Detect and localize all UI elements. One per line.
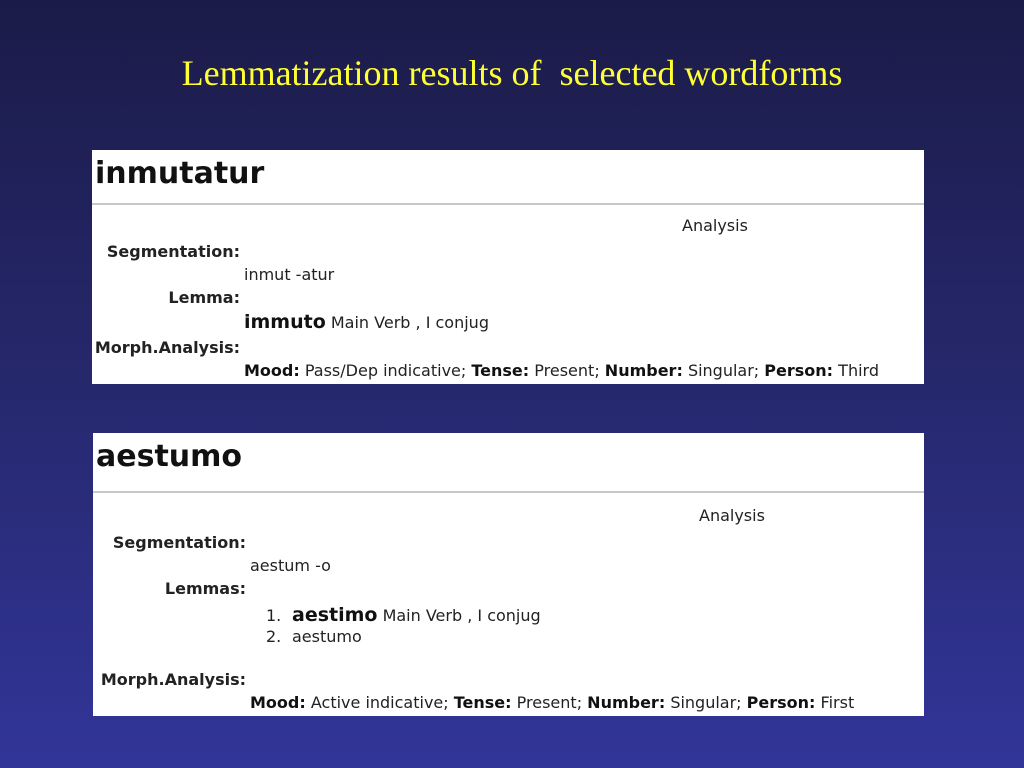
segmentation-value: aestum -o: [250, 556, 331, 575]
mood-value: Active indicative;: [310, 693, 449, 712]
morph-analysis-label: Morph.Analysis:: [100, 670, 246, 689]
wordform-heading: aestumo: [96, 439, 243, 474]
person-label: Person:: [764, 361, 834, 380]
mood-label: Mood:: [244, 361, 300, 380]
list-number: 2.: [266, 627, 282, 646]
divider: [93, 491, 924, 493]
mood-label: Mood:: [250, 693, 306, 712]
list-number: 1.: [266, 606, 282, 625]
tense-label: Tense:: [453, 693, 512, 712]
segmentation-label: Segmentation:: [112, 533, 246, 552]
lemma-info: Main Verb , I conjug: [330, 313, 489, 332]
slide-title: Lemmatization results of selected wordforms: [181, 53, 843, 93]
number-label: Number:: [587, 693, 666, 712]
analysis-header: Analysis: [699, 506, 765, 525]
lemmas-label: Lemmas:: [164, 579, 246, 598]
wordform-heading: inmutatur: [95, 156, 265, 191]
lemma-label: Lemma:: [168, 288, 240, 307]
lemma-info: Main Verb , I conjug: [382, 606, 541, 625]
tense-label: Tense:: [471, 361, 530, 380]
tense-value: Present;: [534, 361, 600, 380]
morph-analysis-label: Morph.Analysis:: [94, 338, 240, 357]
lemmatization-panel-inmutatur: [92, 150, 924, 384]
morph-analysis-value: [244, 361, 879, 380]
person-label: Person:: [746, 693, 816, 712]
number-value: Singular;: [687, 361, 760, 380]
divider: [92, 203, 924, 205]
lemma-entry: [244, 311, 489, 333]
segmentation-value: inmut -atur: [244, 265, 335, 284]
tense-value: Present;: [516, 693, 583, 712]
person-value: First: [820, 693, 855, 712]
morph-analysis-value: [250, 693, 854, 712]
segmentation-label: Segmentation:: [106, 242, 240, 261]
number-value: Singular;: [670, 693, 742, 712]
lemma-list-item: [266, 627, 362, 646]
person-value: Third: [838, 361, 879, 380]
lemmatization-panel-aestumo: [93, 433, 924, 716]
analysis-header: Analysis: [682, 216, 748, 235]
mood-value: Pass/Dep indicative;: [304, 361, 467, 380]
lemma-word: aestumo: [292, 627, 362, 646]
lemma-list-item: [266, 604, 541, 626]
number-label: Number:: [604, 361, 683, 380]
lemma-word: immuto: [244, 311, 326, 333]
lemma-word: aestimo: [292, 604, 378, 626]
